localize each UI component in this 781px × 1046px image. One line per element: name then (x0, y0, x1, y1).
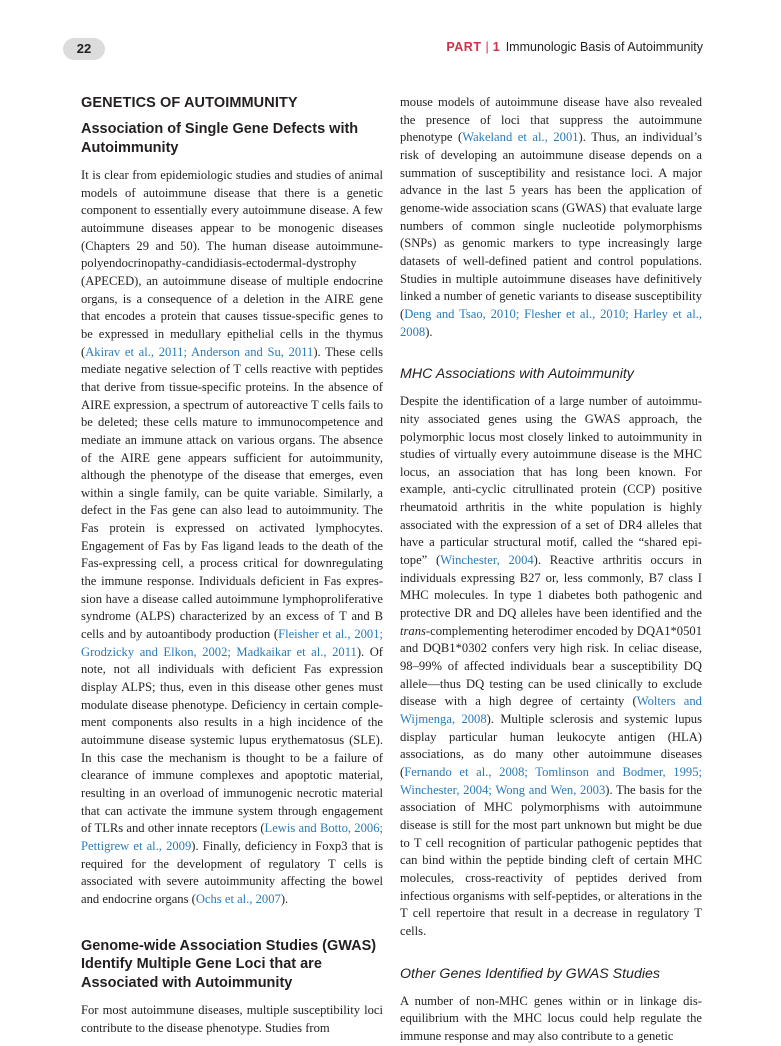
heading-single-gene-defects: Association of Single Gene Defects with Autoimmunity (81, 121, 359, 156)
text-run: ). These cells mediate negative selection of T cells reactive with peptides that derive from tissue-specific proteins. In the absence of AIRE expression, a spectrum of autoreactive T cells fails to be deleted; these cells mature to immunocompetence and mediate an immune attack on various organs. The absence of the AIRE gene appears sufficient for autoimmunity, although the phenotype of the disease that emerges, even within a single family, can be quite variable. Similarly, a defect in the Fas gene can also lead to autoimmunity. The Fas protein is expressed on activated lymphocytes. Engagement of Fas by Fas ligand leads to the death of the Fas-expressing cell, a process critical for downregulating the immune response. Individuals deficient in Fas expression have a disease called autoimmune lymphoproliferative syndrome (ALPS) characterized by an excess of T and B cells and by autoantibody production ( (81, 344, 384, 642)
citation-link[interactable]: Winchester, 2004 (440, 553, 534, 568)
text-run: ). Thus, an individual’s risk of developing an autoimmune disease depends on a summation of susceptibility and resistance loci. A major advance in the last 5 years has been the application of genome-wide association scans (GWAS) that evaluate large numbers of common single nucleotide polymorphisms (SNPs) as genomic markers to type increasingly large datasets of well-defined patient and control populations. Studies in multiple autoimmune diseases have definitively linked a number of genetic variants to disease susceptibility ( (400, 130, 702, 321)
text-run: -complementing heterodimer encoded by DQA1*0501 and DQB1*0302 confers very high risk. In celiac disease, 98‒99% of affected individuals bear a susceptibility DQ allele—thus DQ testing can be used clinically to exclude disease with a high degree of certainty ( (400, 623, 702, 709)
paragraph-gwas-intro (81, 1002, 383, 1037)
paragraph-single-gene-defects (81, 167, 383, 909)
paragraph-mhc-associations (400, 393, 702, 940)
text-run: ). The basis for the association of MHC polymorphisms with autoimmune disease is still for the most part unknown but might be due to T cell recognition of particular pathogenic peptides that can bind within the peptide binding cleft of certain MHC molecules, cross-reactivity of peptides derived from infectious organisms with self-peptides, or alterations in the T cell repertoire that result in a decrease in regulatory T cells. (400, 782, 702, 938)
citation-link[interactable]: Lewis and Botto, 2006; Pettigrew et al., 2009 (81, 821, 383, 853)
heading-other-genes: Other Genes Identified by GWAS Studies (400, 965, 660, 982)
heading-mhc-associations: MHC Associations with Autoimmunity (400, 366, 634, 383)
text-run: ). (280, 891, 289, 906)
citation-link[interactable]: Fernando et al., 2008; Tomlinson and Bodmer, 1995; Winchester, 2004; Wong and Wen, 2003 (400, 764, 702, 797)
citation-link[interactable]: Ochs et al., 2007 (195, 891, 281, 906)
text-run: It is clear from epidemiologic studies and studies of animal models of autoimmune disease that there is a genetic component to essentially every autoimmune disease. A few autoimmune diseases appear to be monogenic diseases (Chapters 29 and 50). The human disease autoimmune-polyendocrinopathy-candidiasis-ectodermal-dystrophy (APECED), an autoimmune disease of multiple endocrine organs, is a consequence of a deletion in the AIRE gene that encodes a protein that causes tissue-specific genes to be expressed in medullary epithelial cells in the thymus ( (81, 168, 383, 359)
left-column (81, 94, 383, 1037)
text-run: ). Finally, deficiency in Foxp3 that is required for the development of regulatory T cells is associated with severe autoimmunity affecting the bowel and endocrine organs ( (81, 838, 383, 906)
text-run: For most autoimmune diseases, multiple susceptibility loci contribute to the disease phenotype. Studies from (81, 1003, 383, 1035)
citation-link[interactable]: Akirav et al., 2011; Anderson and Su, 2011 (85, 344, 314, 359)
paragraph-other-genes (400, 993, 702, 1046)
part-label: PART (446, 40, 482, 54)
citation-link[interactable]: Deng and Tsao, 2010; Flesher et al., 2010; Harley et al., 2008 (400, 306, 702, 339)
italic-text: trans (400, 623, 426, 638)
part-number: 1 (492, 40, 500, 54)
heading-gwas: Genome-wide Association Studies (GWAS) Identify Multiple Gene Loci that are Associated with Autoimmunity (81, 937, 377, 991)
citation-link[interactable]: Wolters and Wijmenga, 2008 (400, 694, 702, 726)
chapter-running-head (446, 40, 703, 54)
text-run: ). Of note, not all individuals with deficient Fas expression display ALPS; thus, even in this disease other genes must modulate disease phenotype. Deficiency in certain complement components also results in a high incidence of the autoimmune disease systemic lupus erythematosus (SLE). In this case the mechanism is thought to be a failure of clearance of immune complexes and apoptotic material, resulting in an overload of immunogenic necrotic material that can activate the immune system through engagement of TLRs and other innate receptors ( (81, 644, 384, 836)
text-run: Despite the identification of a large number of autoimmunity associated genes using the GWAS approach, the polymorphic locus most closely linked to autoimmunity in studies of virtually every autoimmune disease is the MHC locus, an association that has long been known. For example, anti-cyclic citrullinated protein (CCP) positive rheumatoid arthritis in the white population is highly associated with the expression of a set of DR4 alleles that have a particular structural motif, called the “shared epitope” ( (400, 394, 702, 568)
citation-link[interactable]: Fleisher et al., 2001; Grodzicky and Elkon, 2002; Madkaikar et al., 2011 (81, 627, 384, 659)
text-run: ). Reactive arthritis occurs in individuals expressing B27 or, less commonly, B7 class I MHC molecules. In type 1 diabetes both pathogenic and protective DR and DQ alleles have been identified and the (400, 553, 702, 621)
right-column (400, 94, 702, 1046)
page-number: 22 (63, 38, 105, 60)
part-separator: | (485, 40, 489, 54)
paragraph-gwas-continued (400, 94, 702, 341)
text-run: ). (425, 324, 433, 339)
text-run: A number of non-MHC genes within or in linkage disequilibrium with the MHC locus could help regulate the immune response and may also contribute to a genetic (400, 993, 702, 1043)
text-run: ). Multiple sclerosis and systemic lupus display particular human leukocyte antigen (HLA) associations, as do many other autoimmune diseases ( (400, 712, 702, 779)
running-header (0, 0, 781, 70)
chapter-title: Immunologic Basis of Autoimmunity (505, 40, 703, 54)
text-run: mouse models of autoimmune disease have also revealed the presence of loci that suppress the autoimmune phenotype ( (400, 95, 702, 145)
section-title: GENETICS OF AUTOIMMUNITY (81, 95, 298, 111)
citation-link[interactable]: Wakeland et al., 2001 (462, 130, 579, 145)
